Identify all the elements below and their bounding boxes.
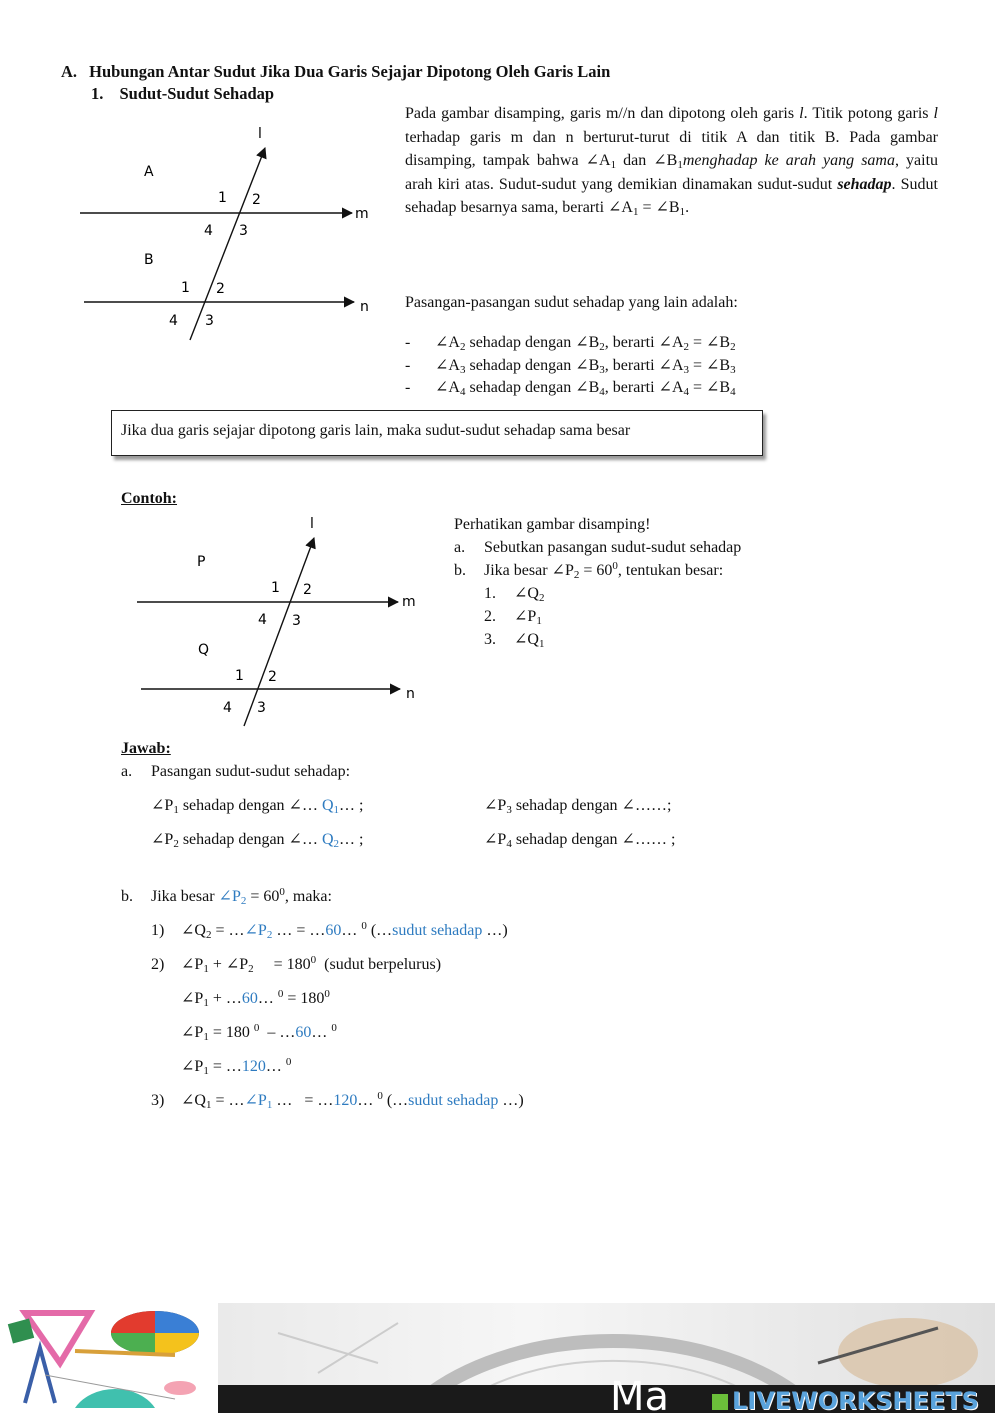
angle-P3: 3 — [292, 613, 301, 629]
answer-fill[interactable]: $\angle P_1$ — [244, 1092, 273, 1111]
answer-fill[interactable]: 60 — [241, 990, 258, 1007]
subsection-heading — [91, 84, 274, 104]
angle-Q3: 3 — [257, 700, 266, 716]
pair-item: - $\angle A_4$ sehadap dengan $\angle B_4$, berarti $\angle A_4$ = $\angle B_4$ — [405, 379, 736, 398]
angle-A4: 4 — [204, 223, 213, 239]
label-B: B — [144, 252, 154, 268]
answer-b-heading: b. Jika besar $\angle P_2 = 60^0$, maka: — [121, 886, 332, 907]
answer-fill[interactable]: $\angle P_2$ — [244, 922, 273, 941]
footer-banner-text: Ma — [610, 1374, 670, 1413]
liveworksheets-logo[interactable]: LIVEWORKSHEETS — [712, 1387, 979, 1413]
answer-a-row: $\angle P_2$ sehadap dengan ∠… $Q_2\dots$ ; — [151, 831, 364, 850]
angle-Q4: 4 — [223, 700, 232, 716]
parallel-lines-diagram-2 — [130, 508, 430, 730]
angle-B4: 4 — [169, 313, 178, 329]
label-l: l — [310, 516, 314, 532]
answer-fill[interactable]: sudut sehadap — [408, 1092, 499, 1109]
subsection-number: 1. — [91, 84, 104, 103]
intro-paragraph: Pada gambar disamping, garis m//n dan dipotong oleh garis l. Titik potong garis l terhadap garis m dan n berturut-turut di titik A dan titik B. Pada gambar disamping, tampak bahwa $\angle A_1$ dan $\angle B_1menghadap$ ke arah yang sama, yaitu arah kiri atas. Sudut-sudut yang demikian dinamakan sudut-sudut sehadap. Sudut sehadap besarnya sama, berarti $\angle A_1$ = $\angle B_1$. — [405, 105, 939, 218]
angle-A2: 2 — [252, 192, 261, 208]
angle-Q1: 1 — [235, 668, 244, 684]
label-n: n — [406, 686, 415, 702]
question-block — [454, 513, 741, 651]
answer-fill[interactable]: 60 — [295, 1024, 312, 1041]
contoh-heading: Contoh: — [121, 490, 178, 507]
question-intro: Perhatikan gambar disamping! — [454, 516, 651, 533]
answer-fill[interactable]: $Q_1$ — [321, 797, 340, 816]
answer-a-row: $\angle P_3$ sehadap dengan ∠……; — [484, 797, 672, 816]
label-P: P — [197, 554, 206, 570]
question-item: 3. $\angle Q_1$ — [484, 631, 545, 650]
label-A: A — [144, 164, 154, 180]
label-m: m — [355, 206, 369, 222]
angle-B3: 3 — [205, 313, 214, 329]
section-heading — [61, 62, 610, 82]
rule-box — [111, 410, 763, 456]
math-tools-illustration — [5, 1303, 210, 1413]
answer-b-step-3: 3) $\angle Q_1$ = $\dots\angle P_1$ … = …120… $^0$ (…sudut sehadap …) — [151, 1090, 524, 1111]
answer-a-row: $\angle P_1$ sehadap dengan ∠… $Q_1\dots$ ; — [151, 797, 364, 816]
label-m: m — [402, 594, 416, 610]
answer-b-step-2b: $\angle P_1 = 180$ $^0$ – …60… $^0$ — [181, 1022, 337, 1043]
angle-B2: 2 — [216, 281, 225, 297]
answer-fill[interactable]: $Q_2$ — [321, 831, 340, 850]
question-a: a. Sebutkan pasangan sudut-sudut sehadap — [454, 539, 742, 556]
question-item: 2. $\angle P_1$ — [484, 608, 542, 627]
pair-item: - $\angle A_3$ sehadap dengan $\angle B_3$, berarti $\angle A_3$ = $\angle B_3$ — [405, 356, 736, 376]
angle-P1: 1 — [271, 580, 280, 596]
line-l — [244, 538, 314, 726]
logo-icon — [712, 1394, 728, 1410]
answer-b-step-2a: $\angle P_1$ + …60… $^0 = 180^0$ — [181, 988, 330, 1009]
answer-b-step-1: 1) $\angle Q_2$ = $\dots\angle P_2$ … = …60… $^0$ (…sudut sehadap …) — [151, 920, 508, 941]
angle-Q2: 2 — [268, 669, 277, 685]
rule-text: Jika dua garis sejajar dipotong garis lain, maka sudut-sudut sehadap sama besar — [121, 422, 631, 439]
answer-a-row: $\angle P_4$ sehadap dengan ∠…… ; — [484, 831, 676, 850]
answer-fill[interactable]: sudut sehadap — [392, 922, 483, 939]
footer-banner — [218, 1303, 995, 1413]
parallel-lines-diagram-1 — [70, 118, 380, 348]
answer-b-step-2: 2) $\angle P_1$ + $\angle P_2$ = $180^0$ (sudut berpelurus) — [151, 954, 442, 975]
label-Q: Q — [198, 642, 210, 658]
subsection-title: Sudut-Sudut Sehadap — [119, 84, 275, 103]
angle-A1: 1 — [218, 190, 227, 206]
answer-a-heading: a. Pasangan sudut-sudut sehadap: — [121, 763, 351, 780]
pair-item: - $\angle A_2$ sehadap dengan $\angle B_2$, berarti $\angle A_2$ = $\angle B_2$ — [405, 334, 736, 353]
angle-P4: 4 — [258, 612, 267, 628]
answer-fill[interactable]: 120 — [333, 1092, 358, 1109]
section-title: Hubungan Antar Sudut Jika Dua Garis Sejajar Dipotong Oleh Garis Lain — [89, 62, 611, 81]
section-letter: A. — [61, 62, 78, 81]
pairs-list — [405, 332, 736, 400]
jawab-heading: Jawab: — [121, 740, 171, 757]
label-l: l — [258, 126, 262, 142]
label-n: n — [360, 299, 369, 315]
angle-A3: 3 — [239, 223, 248, 239]
answer-fill[interactable]: 60 — [325, 922, 342, 939]
question-item: 1. $\angle Q_2$ — [484, 585, 545, 604]
angle-B1: 1 — [181, 280, 190, 296]
answer-b-step-2c: $\angle P_1$ = …120… $^0$ — [181, 1056, 292, 1077]
question-b: b. Jika besar $\angle P_2 = 60^0$, tentukan besar: — [454, 560, 724, 581]
line-l — [190, 148, 265, 340]
pairs-intro: Pasangan-pasangan sudut sehadap yang lain adalah: — [405, 294, 738, 311]
angle-P2: 2 — [303, 582, 312, 598]
answer-fill[interactable]: 120 — [241, 1058, 266, 1075]
